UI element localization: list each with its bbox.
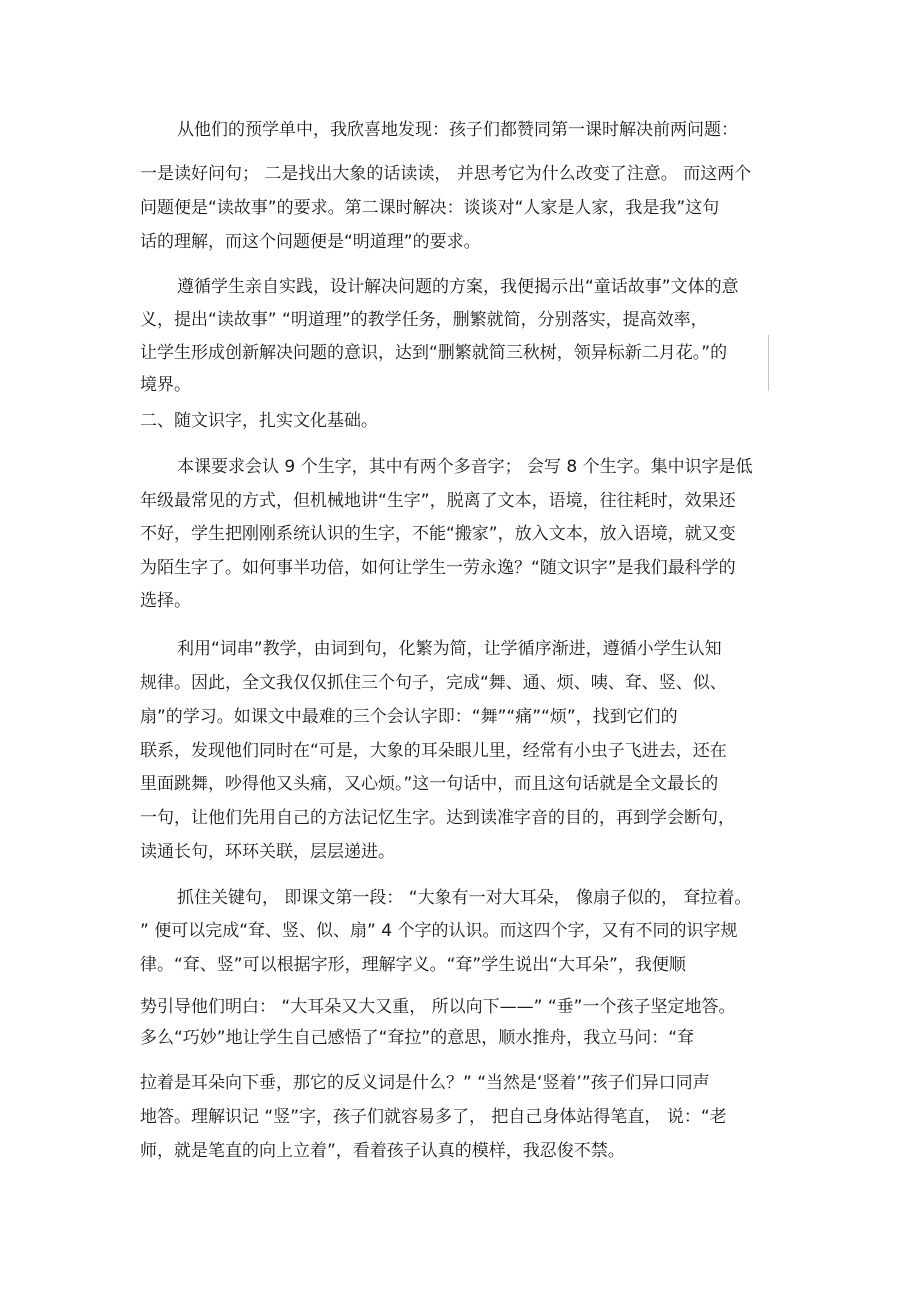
margin-rule [768, 335, 769, 391]
text-line: 师，就是笔直的向上立着”，看着孩子认真的模样，我忍俊不禁。 [140, 1141, 625, 1161]
text-line: 联系，发现他们同时在“可是，大象的耳朵眼儿里，经常有小虫子飞进去，还在 [140, 741, 727, 761]
text-line: 一句，让他们先用自己的方法记忆生字。达到读准字音的目的，再到学会断句， [140, 808, 735, 828]
text-line: 规律。因此，全文我仅仅抓住三个句子，完成“舞、通、烦、咦、耷、竖、似、 [140, 673, 727, 693]
text-line: 遵循学生亲自实践，设计解决问题的方案，我便揭示出“童话故事”文体的意 [177, 277, 739, 297]
text-line: ” 便可以完成“耷、竖、似、扇” 4 个字的认识。而这四个字，又有不同的识字规 [140, 921, 738, 941]
text-line: 利用“词串”教学，由词到句，化繁为简，让学循序渐进，遵循小学生认知 [177, 639, 722, 659]
text-line: 从他们的预学单中，我欣喜地发现：孩子们都赞同第一课时解决前两问题： [177, 120, 738, 140]
text-line: 抓住关键句， 即课文第一段： “大象有一对大耳朵， 像扇子似的， 耷拉着。 [177, 888, 752, 908]
text-line: 本课要求会认 9 个生字，其中有两个多音字； 会写 8 个生字。集中识字是低 [177, 457, 753, 477]
text-line: 义，提出“读故事” “明道理”的教学任务，删繁就简，分别落实，提高效率， [140, 310, 708, 330]
text-line: 拉着是耳朵向下垂，那它的反义词是什么？” “当然是‘竖着’”孩子们异口同声 [140, 1073, 710, 1093]
text-line: 律。“耷、竖”可以根据字形，理解字义。“耷”学生说出“大耳朵”，我便顺 [140, 955, 686, 975]
text-line: 地答。理解识记 “竖”字，孩子们就容易多了， 把自己身体站得笔直， 说：“老 [140, 1107, 727, 1127]
text-line: 不好，学生把刚刚系统认识的生字，不能“搬家”，放入文本，放入语境，就又变 [140, 524, 736, 544]
text-line: 扇”的学习。如课文中最难的三个会认字即：“舞”“痛”“烦”，找到它们的 [140, 707, 678, 727]
text-line: 境界。 [140, 375, 191, 395]
text-line: 年级最常见的方式，但机械地讲“生字”，脱离了文本，语境，往往耗时，效果还 [140, 491, 736, 511]
text-line: 读通长句，环环关联，层层递进。 [140, 842, 395, 862]
text-line: 里面跳舞，吵得他又头痛，又心烦。”这一句话中，而且这句话就是全文最长的 [140, 774, 719, 794]
text-line: 为陌生字了。如何事半功倍，如何让学生一劳永逸？“随文识字”是我们最科学的 [140, 558, 736, 578]
text-line: 话的理解，而这个问题便是“明道理”的要求。 [140, 232, 481, 252]
section-heading: 二、随文识字，扎实文化基础。 [140, 411, 378, 431]
text-line: 让学生形成创新解决问题的意识，达到“删繁就简三秋树，领异标新二月花。”的 [140, 343, 728, 363]
text-line: 选择。 [140, 591, 191, 611]
text-line: 势引导他们明白： “大耳朵又大又重， 所以向下——” “垂”一个孩子坚定地答。 [140, 997, 736, 1017]
text-line: 一是读好问句； 二是找出大象的话读读， 并思考它为什么改变了注意。 而这两个 [140, 164, 752, 184]
text-line: 多么“巧妙”地让学生自己感悟了“耷拉”的意思，顺水推舟，我立马问：“耷 [140, 1028, 695, 1048]
text-line: 问题便是“读故事”的要求。第二课时解决：谈谈对“人家是人家，我是我”这句 [140, 198, 720, 218]
